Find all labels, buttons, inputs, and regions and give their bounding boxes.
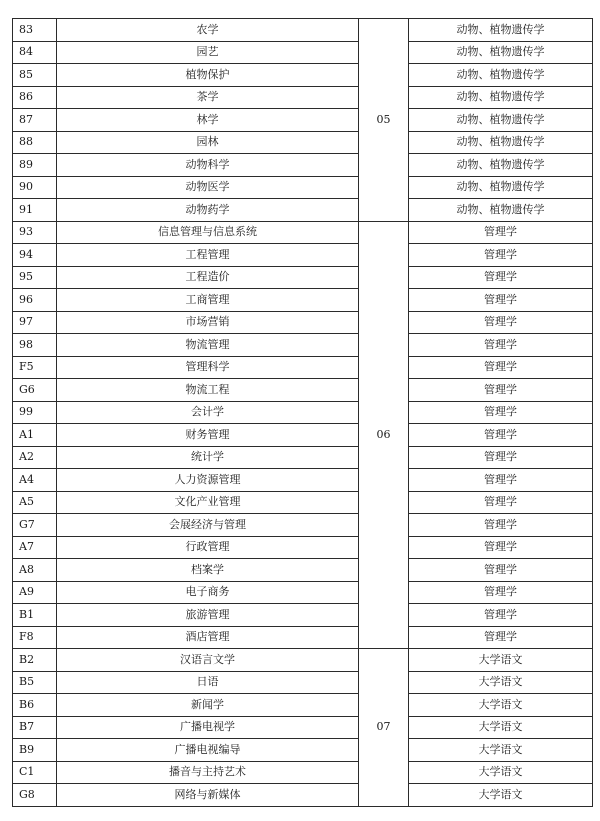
major-name-cell: 物流管理: [57, 334, 359, 357]
exam-subject-cell: 大学语文: [409, 784, 593, 807]
major-code-cell: 95: [13, 266, 57, 289]
major-name-cell: 日语: [57, 671, 359, 694]
table-row: [13, 424, 593, 447]
table-row: [13, 176, 593, 199]
major-code-cell: A4: [13, 469, 57, 492]
table-row: [13, 19, 593, 42]
exam-subject-cell: 管理学: [409, 424, 593, 447]
exam-subject-cell: 管理学: [409, 356, 593, 379]
table-row: [13, 626, 593, 649]
major-code-cell: B6: [13, 694, 57, 717]
exam-subject-cell: 管理学: [409, 244, 593, 267]
major-name-cell: 酒店管理: [57, 626, 359, 649]
table-row: [13, 289, 593, 312]
exam-subject-cell: 大学语文: [409, 649, 593, 672]
table-row: [13, 334, 593, 357]
exam-subject-cell: 大学语文: [409, 739, 593, 762]
table-row: [13, 311, 593, 334]
table-row: [13, 109, 593, 132]
exam-subject-cell: 管理学: [409, 491, 593, 514]
major-code-cell: B2: [13, 649, 57, 672]
exam-subject-cell: 管理学: [409, 289, 593, 312]
major-code-cell: B5: [13, 671, 57, 694]
major-code-cell: 98: [13, 334, 57, 357]
major-name-cell: 物流工程: [57, 379, 359, 402]
major-name-cell: 会计学: [57, 401, 359, 424]
major-name-cell: 汉语言文学: [57, 649, 359, 672]
table-row: [13, 221, 593, 244]
major-name-cell: 人力资源管理: [57, 469, 359, 492]
major-name-cell: 广播电视编导: [57, 739, 359, 762]
major-code-cell: 90: [13, 176, 57, 199]
major-code-cell: A1: [13, 424, 57, 447]
major-name-cell: 会展经济与管理: [57, 514, 359, 537]
major-code-cell: 97: [13, 311, 57, 334]
major-code-cell: 93: [13, 221, 57, 244]
exam-subject-cell: 大学语文: [409, 694, 593, 717]
exam-subject-cell: 动物、植物遗传学: [409, 41, 593, 64]
major-name-cell: 网络与新媒体: [57, 784, 359, 807]
major-name-cell: 动物药学: [57, 199, 359, 222]
table-row: [13, 154, 593, 177]
group-code-cell: 05: [359, 19, 409, 222]
major-code-cell: A8: [13, 559, 57, 582]
major-name-cell: 旅游管理: [57, 604, 359, 627]
table-row: [13, 604, 593, 627]
major-code-cell: B1: [13, 604, 57, 627]
major-name-cell: 农学: [57, 19, 359, 42]
majors-table-body: [13, 19, 593, 807]
major-code-cell: F8: [13, 626, 57, 649]
major-code-cell: F5: [13, 356, 57, 379]
major-code-cell: 87: [13, 109, 57, 132]
major-name-cell: 电子商务: [57, 581, 359, 604]
exam-subject-cell: 管理学: [409, 469, 593, 492]
exam-subject-cell: 管理学: [409, 221, 593, 244]
table-row: [13, 131, 593, 154]
exam-subject-cell: 管理学: [409, 581, 593, 604]
table-row: [13, 761, 593, 784]
table-row: [13, 559, 593, 582]
major-code-cell: A2: [13, 446, 57, 469]
exam-subject-cell: 管理学: [409, 401, 593, 424]
major-name-cell: 茶学: [57, 86, 359, 109]
major-code-cell: G7: [13, 514, 57, 537]
major-name-cell: 财务管理: [57, 424, 359, 447]
major-name-cell: 园林: [57, 131, 359, 154]
table-row: [13, 379, 593, 402]
major-name-cell: 信息管理与信息系统: [57, 221, 359, 244]
group-code-cell: 06: [359, 221, 409, 649]
major-name-cell: 动物科学: [57, 154, 359, 177]
major-name-cell: 新闻学: [57, 694, 359, 717]
table-row: [13, 64, 593, 87]
major-code-cell: 86: [13, 86, 57, 109]
table-row: [13, 244, 593, 267]
major-code-cell: G8: [13, 784, 57, 807]
table-row: [13, 716, 593, 739]
table-row: [13, 356, 593, 379]
major-name-cell: 市场营销: [57, 311, 359, 334]
major-name-cell: 广播电视学: [57, 716, 359, 739]
major-code-cell: C1: [13, 761, 57, 784]
table-row: [13, 266, 593, 289]
table-row: [13, 581, 593, 604]
table-row: [13, 469, 593, 492]
major-name-cell: 统计学: [57, 446, 359, 469]
table-row: [13, 671, 593, 694]
exam-subject-cell: 管理学: [409, 514, 593, 537]
major-code-cell: B9: [13, 739, 57, 762]
major-code-cell: 96: [13, 289, 57, 312]
exam-subject-cell: 管理学: [409, 626, 593, 649]
exam-subject-cell: 管理学: [409, 536, 593, 559]
major-name-cell: 工程造价: [57, 266, 359, 289]
exam-subject-cell: 动物、植物遗传学: [409, 19, 593, 42]
major-name-cell: 工商管理: [57, 289, 359, 312]
major-code-cell: A7: [13, 536, 57, 559]
table-row: [13, 86, 593, 109]
major-name-cell: 林学: [57, 109, 359, 132]
exam-subject-cell: 动物、植物遗传学: [409, 64, 593, 87]
major-name-cell: 动物医学: [57, 176, 359, 199]
exam-subject-cell: 管理学: [409, 311, 593, 334]
major-code-cell: A9: [13, 581, 57, 604]
major-name-cell: 文化产业管理: [57, 491, 359, 514]
major-name-cell: 播音与主持艺术: [57, 761, 359, 784]
major-name-cell: 档案学: [57, 559, 359, 582]
table-row: [13, 41, 593, 64]
major-code-cell: B7: [13, 716, 57, 739]
major-name-cell: 管理科学: [57, 356, 359, 379]
table-row: [13, 446, 593, 469]
exam-subject-cell: 管理学: [409, 446, 593, 469]
table-row: [13, 401, 593, 424]
major-code-cell: 84: [13, 41, 57, 64]
table-row: [13, 199, 593, 222]
exam-subject-cell: 管理学: [409, 334, 593, 357]
exam-subject-cell: 大学语文: [409, 761, 593, 784]
table-row: [13, 739, 593, 762]
exam-subject-cell: 动物、植物遗传学: [409, 154, 593, 177]
major-name-cell: 工程管理: [57, 244, 359, 267]
exam-subject-cell: 管理学: [409, 559, 593, 582]
table-row: [13, 784, 593, 807]
table-row: [13, 491, 593, 514]
exam-subject-cell: 管理学: [409, 604, 593, 627]
exam-subject-cell: 动物、植物遗传学: [409, 131, 593, 154]
major-code-cell: 83: [13, 19, 57, 42]
majors-table: [12, 18, 593, 807]
major-name-cell: 植物保护: [57, 64, 359, 87]
table-row: [13, 649, 593, 672]
exam-subject-cell: 大学语文: [409, 716, 593, 739]
major-code-cell: 94: [13, 244, 57, 267]
table-row: [13, 536, 593, 559]
major-code-cell: G6: [13, 379, 57, 402]
exam-subject-cell: 大学语文: [409, 671, 593, 694]
table-row: [13, 514, 593, 537]
exam-subject-cell: 动物、植物遗传学: [409, 176, 593, 199]
major-code-cell: 91: [13, 199, 57, 222]
major-code-cell: A5: [13, 491, 57, 514]
exam-subject-cell: 动物、植物遗传学: [409, 86, 593, 109]
table-row: [13, 694, 593, 717]
exam-subject-cell: 动物、植物遗传学: [409, 109, 593, 132]
major-name-cell: 园艺: [57, 41, 359, 64]
major-code-cell: 99: [13, 401, 57, 424]
major-name-cell: 行政管理: [57, 536, 359, 559]
major-code-cell: 89: [13, 154, 57, 177]
major-code-cell: 85: [13, 64, 57, 87]
exam-subject-cell: 管理学: [409, 379, 593, 402]
exam-subject-cell: 动物、植物遗传学: [409, 199, 593, 222]
exam-subject-cell: 管理学: [409, 266, 593, 289]
major-code-cell: 88: [13, 131, 57, 154]
group-code-cell: 07: [359, 649, 409, 807]
